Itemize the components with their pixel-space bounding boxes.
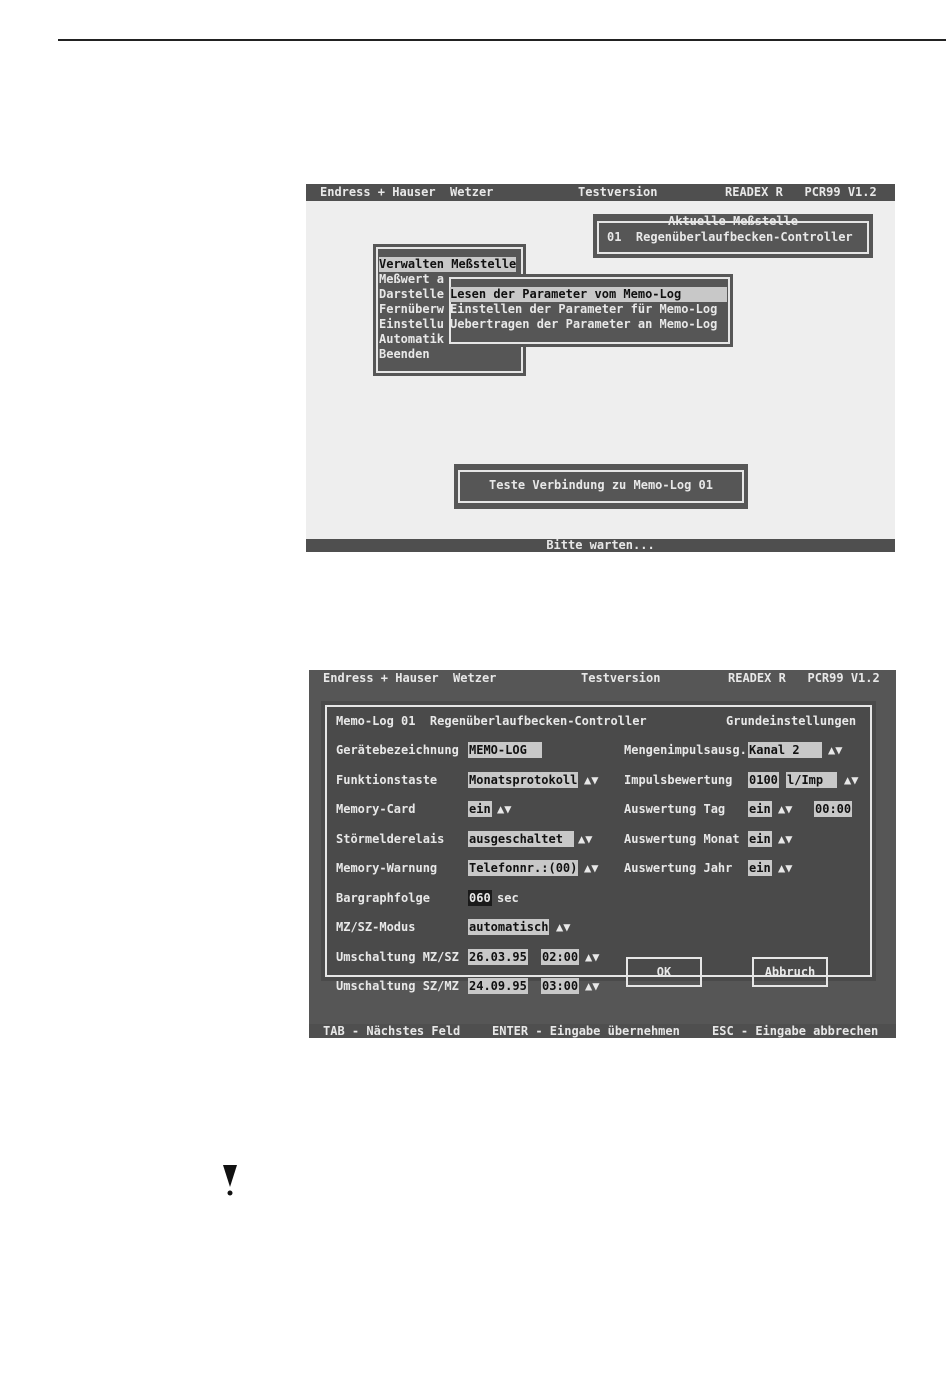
label-mz-sz-modus: MZ/SZ-Modus [336,920,416,934]
memory-warning-arrows[interactable]: ▲▼ [584,861,599,875]
cancel-button[interactable]: Abbruch [752,957,828,987]
label-bargraphfolge: Bargraphfolge [336,891,430,905]
settings-dialog [321,701,876,993]
status-text: Bitte warten... [546,538,655,552]
month-evaluation-field[interactable]: ein [749,832,771,846]
label-umschaltung-sz-mz: Umschaltung SZ/MZ [336,979,459,993]
label-memory-warnung: Memory-Warnung [336,861,438,875]
menu-item-automatik[interactable]: Automatik [379,332,445,346]
label-impulsbewertung: Impulsbewertung [624,773,733,787]
ok-button[interactable]: OK [626,957,702,987]
status-bar [309,1024,896,1038]
label-memory-card: Memory-Card [336,802,416,816]
mz-sz-mode-arrows[interactable]: ▲▼ [556,920,571,934]
device-name-field[interactable]: MEMO-LOG [468,742,542,758]
year-evaluation-arrows[interactable]: ▲▼ [778,861,793,875]
label-stoermelderelais: Störmelderelais [336,832,445,846]
day-evaluation-field[interactable]: ein [749,802,771,816]
submenu-item-set-parameters[interactable]: Einstellen der Parameter für Memo-Log [450,302,718,316]
fault-relay-arrows[interactable]: ▲▼ [578,832,593,846]
screenshot-menu [306,184,895,552]
pulse-value-field[interactable]: 0100 [749,773,778,787]
title-version: Testversion [581,671,661,685]
bargraph-unit: sec [497,891,519,905]
menu-item-messwert[interactable]: Meßwert a [379,272,445,286]
title-product: READEX R PCR99 V1.2 [725,185,877,199]
label-umschaltung-mz-sz: Umschaltung MZ/SZ [336,950,459,964]
dialog-subtitle: Grundeinstellungen [726,714,857,728]
memory-card-arrows[interactable]: ▲▼ [497,802,512,816]
switch-sz-mz-arrows[interactable]: ▲▼ [585,979,600,993]
title-bar [309,670,896,687]
switch-sz-mz-time-field[interactable]: 03:00 [542,979,579,993]
mz-sz-mode-field[interactable]: automatisch [469,920,549,934]
title-company: Endress + Hauser Wetzer [323,671,497,685]
menu-item-beenden[interactable]: Beenden [379,347,430,361]
bargraph-interval-field[interactable]: 060 [469,891,491,905]
fault-relay-field[interactable]: ausgeschaltet [468,831,574,847]
pulse-output-arrows[interactable]: ▲▼ [828,743,843,757]
memory-card-field[interactable]: ein [469,802,491,816]
switch-mz-sz-time-field[interactable]: 02:00 [542,950,579,964]
pulse-output-field[interactable]: Kanal 2 [748,742,822,758]
memory-warning-field[interactable]: Telefonnr.:(00) [469,861,578,875]
status-enter-hint: ENTER - Eingabe übernehmen [492,1024,680,1038]
dialog-title: Memo-Log 01 Regenüberlaufbecken-Controller [336,714,647,728]
screenshot-settings [309,670,896,1038]
menu-item-einstellungen[interactable]: Einstellu [379,317,445,331]
connection-message-box [454,464,748,509]
title-bar [306,184,895,201]
menu-item-verwalten[interactable]: Verwalten Meßstelle [379,257,517,271]
function-key-field[interactable]: Monatsprotokoll [469,773,578,787]
menu-item-darstellen[interactable]: Darstelle [379,287,445,301]
label-auswertung-jahr: Auswertung Jahr [624,861,733,875]
exclamation-icon [222,1163,238,1197]
status-esc-hint: ESC - Eingabe abbrechen [712,1024,879,1038]
current-station-box [593,214,873,258]
label-mengenimpulsausgang: Mengenimpulsausg. [624,743,747,757]
title-version: Testversion [578,185,658,199]
connection-message: Teste Verbindung zu Memo-Log 01 [489,478,713,492]
menu-item-fernueberwachung[interactable]: Fernüberw [379,302,445,316]
year-evaluation-field[interactable]: ein [749,861,771,875]
title-product: READEX R PCR99 V1.2 [728,671,880,685]
page-header-rule [58,39,946,41]
switch-mz-sz-arrows[interactable]: ▲▼ [585,950,600,964]
day-evaluation-time-field[interactable]: 00:00 [815,802,852,816]
current-station-caption: Aktuelle Meßstelle [667,214,799,228]
submenu-item-read-parameters[interactable]: Lesen der Parameter vom Memo-Log [450,287,727,302]
current-station-value: 01 Regenüberlaufbecken-Controller [607,230,853,244]
label-auswertung-monat: Auswertung Monat [624,832,740,846]
month-evaluation-arrows[interactable]: ▲▼ [778,832,793,846]
label-geraetebezeichnung: Gerätebezeichnung [336,743,459,757]
submenu-item-transfer-parameters[interactable]: Uebertragen der Parameter an Memo-Log [450,317,718,331]
label-auswertung-tag: Auswertung Tag [624,802,726,816]
switch-mz-sz-date-field[interactable]: 26.03.95 [469,950,527,964]
status-bar [306,539,895,552]
day-evaluation-arrows[interactable]: ▲▼ [778,802,793,816]
title-company: Endress + Hauser Wetzer [320,185,494,199]
pulse-unit-field[interactable]: l/Imp [786,772,837,788]
function-key-arrows[interactable]: ▲▼ [584,773,599,787]
label-funktionstaste: Funktionstaste [336,773,438,787]
submenu [446,274,733,347]
switch-sz-mz-date-field[interactable]: 24.09.95 [469,979,527,993]
status-tab-hint: TAB - Nächstes Feld [323,1024,461,1038]
pulse-unit-arrows[interactable]: ▲▼ [844,773,859,787]
